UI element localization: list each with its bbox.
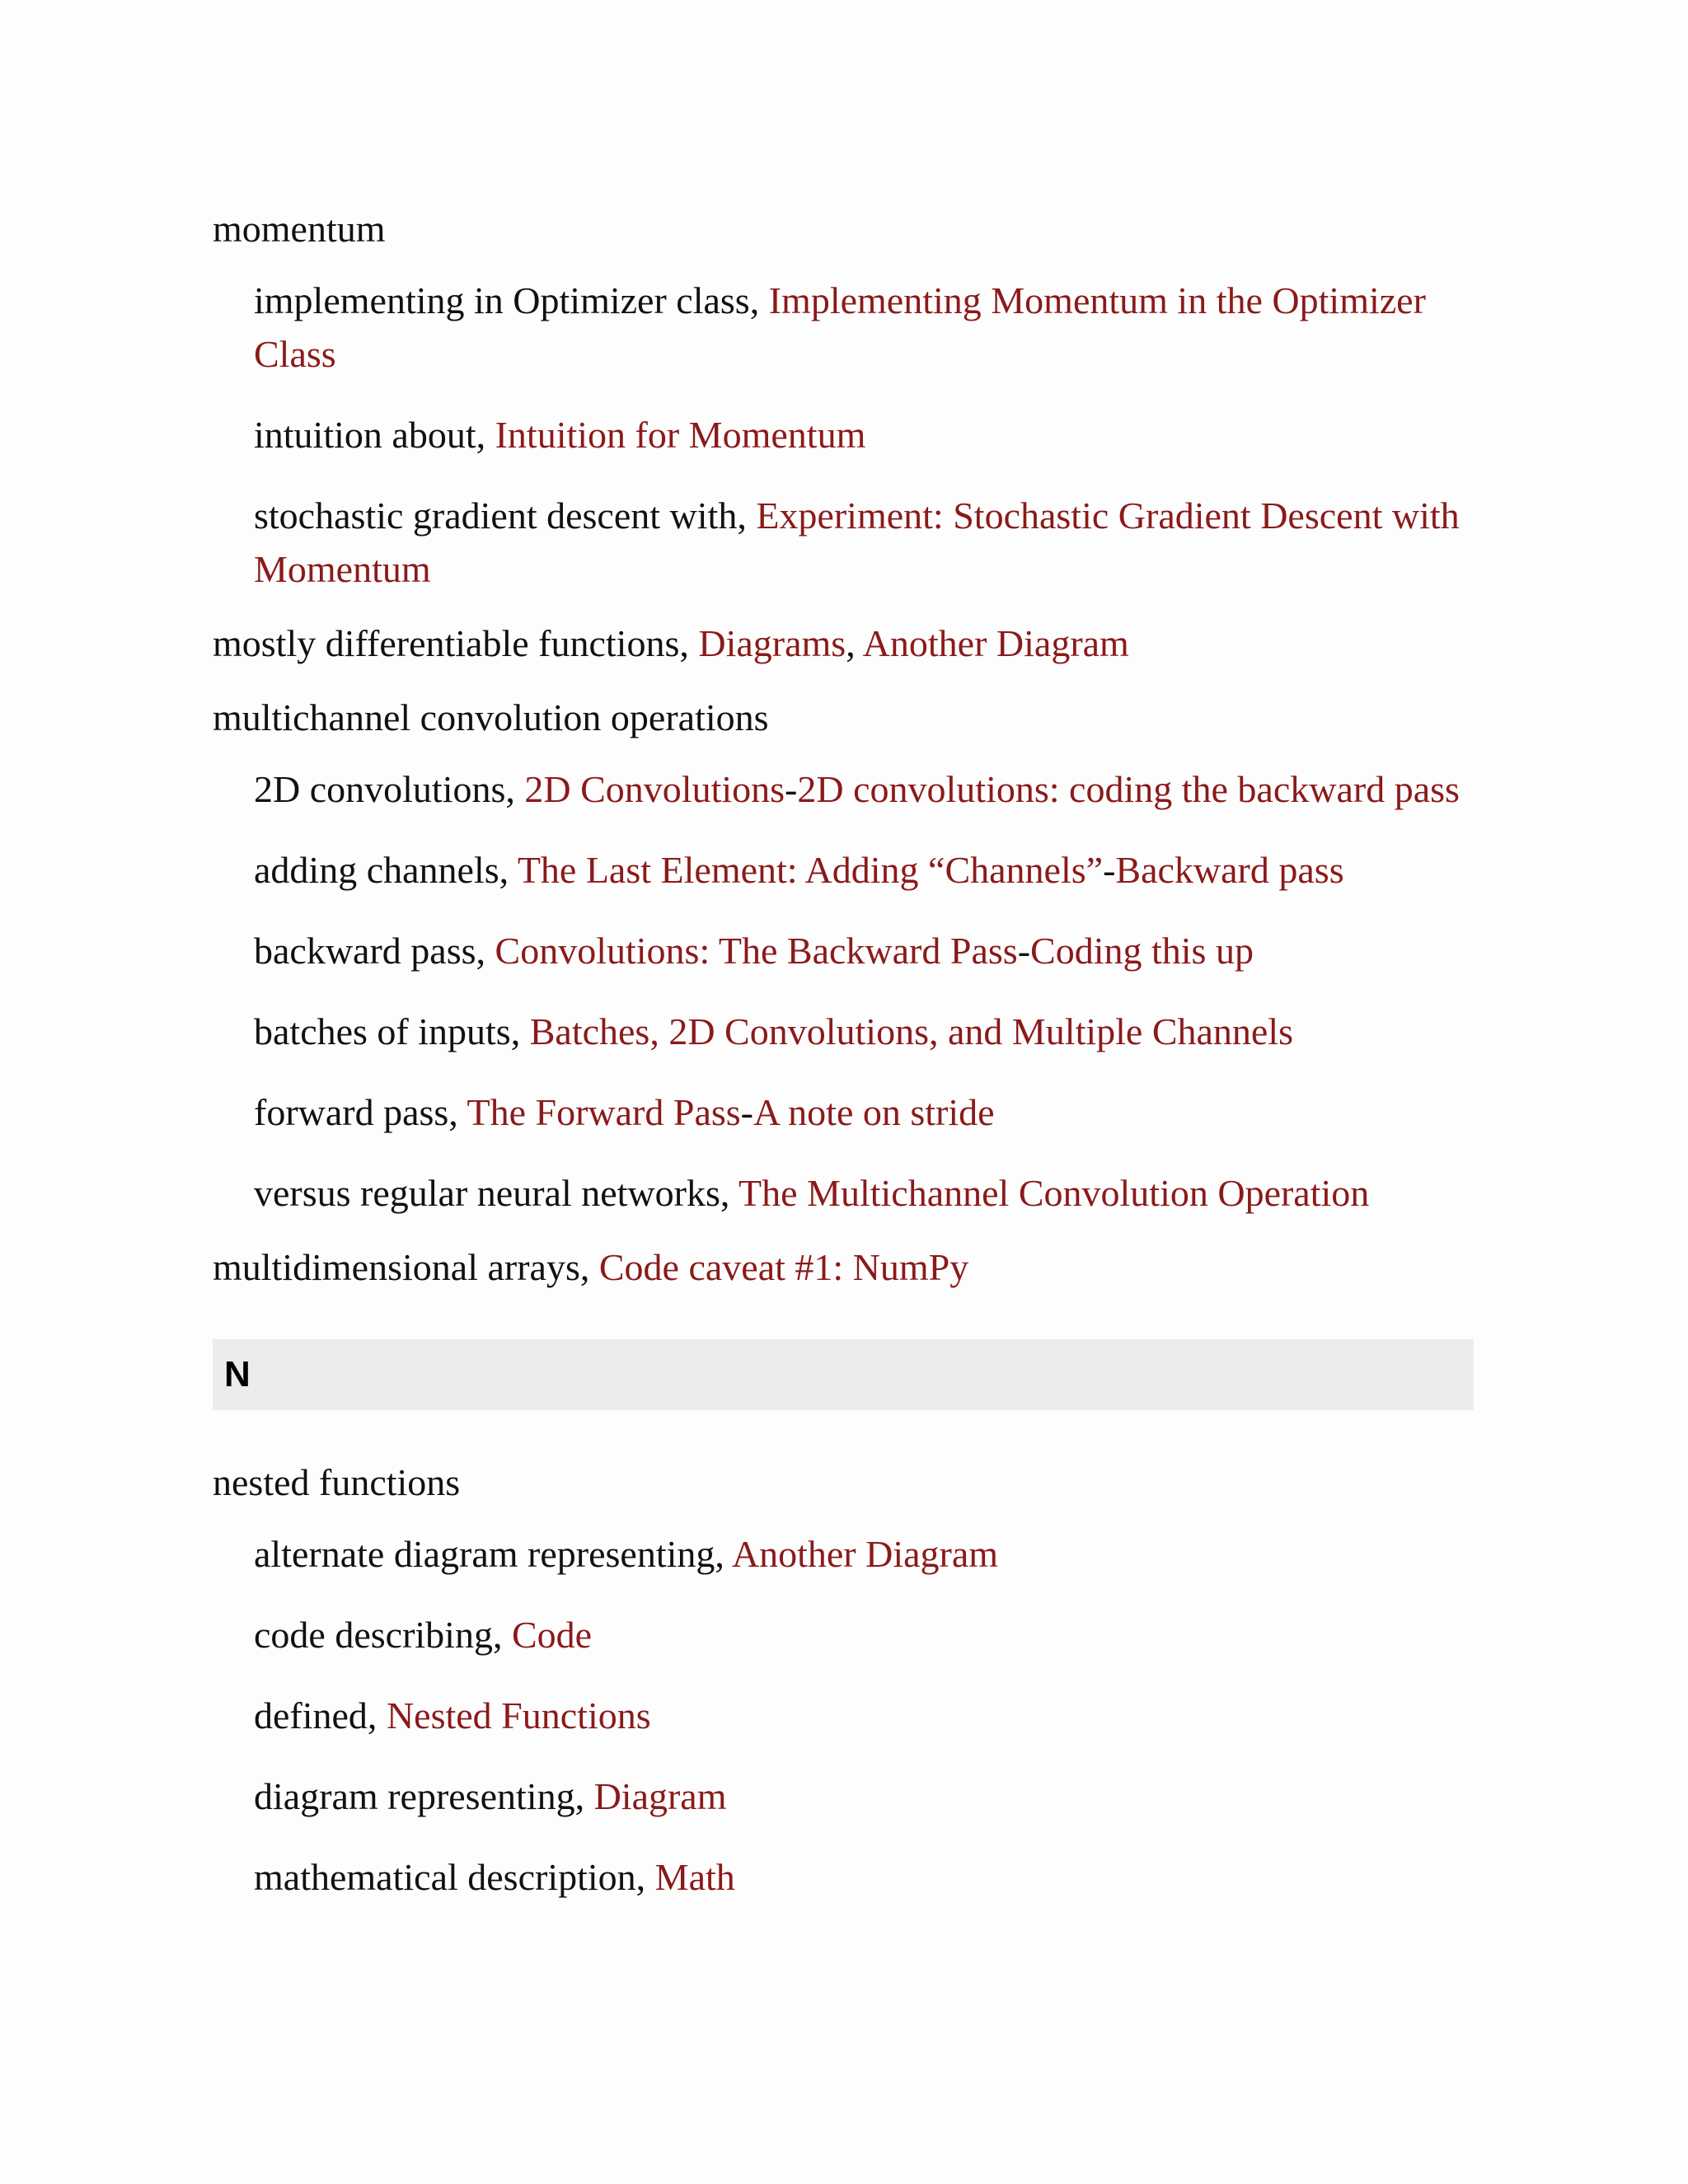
ref-separator: - <box>740 1091 753 1133</box>
index-subterm: adding channels, <box>254 849 518 891</box>
index-section-n <box>213 1455 1474 1904</box>
ref-separator: - <box>1017 930 1031 972</box>
index-subentry <box>213 1608 1474 1661</box>
index-link[interactable]: Coding this up <box>1030 930 1254 972</box>
index-subentry <box>213 408 1474 462</box>
index-link[interactable]: Diagram <box>593 1775 727 1817</box>
index-link[interactable]: A note on stride <box>753 1091 995 1133</box>
index-entry <box>213 1455 1474 1509</box>
index-subterm: backward pass, <box>254 930 495 972</box>
index-term: mostly differentiable functions, <box>213 622 699 664</box>
index-subentry <box>213 1850 1474 1904</box>
index-subterm: 2D convolutions, <box>254 768 525 810</box>
index-subentry <box>213 1085 1474 1139</box>
index-subterm: implementing in Optimizer class, <box>254 279 769 321</box>
index-subentry <box>213 1005 1474 1058</box>
index-subterm: versus regular neural networks, <box>254 1172 739 1214</box>
index-link[interactable]: Code caveat #1: NumPy <box>598 1246 969 1288</box>
index-subentry <box>213 843 1474 897</box>
index-link[interactable]: 2D Convolutions <box>524 768 785 810</box>
index-link[interactable]: Experiment: Stochastic Gradient Descent with Momentum <box>254 494 1460 590</box>
index-entry <box>213 202 1474 255</box>
index-link[interactable]: The Multichannel Convolution Operation <box>738 1172 1370 1214</box>
letter-header-label: N <box>224 1354 251 1394</box>
index-subterm: batches of inputs, <box>254 1010 530 1052</box>
index-subentry <box>213 1769 1474 1823</box>
index-entry <box>213 616 1474 670</box>
index-subterm: alternate diagram representing, <box>254 1533 732 1575</box>
index-subentry <box>213 924 1474 977</box>
index-entry <box>213 691 1474 744</box>
index-subentry <box>213 1527 1474 1581</box>
index-term: multichannel convolution operations <box>213 696 769 738</box>
ref-separator: , <box>846 622 863 664</box>
index-link[interactable]: Backward pass <box>1115 849 1344 891</box>
index-subentry <box>213 1689 1474 1742</box>
index-link[interactable]: Math <box>654 1856 735 1898</box>
index-link[interactable]: Implementing Momentum in the Optimizer Class <box>254 279 1426 375</box>
index-term: multidimensional arrays, <box>213 1246 599 1288</box>
index-link[interactable]: Nested Functions <box>386 1694 651 1736</box>
index-subentry <box>213 762 1474 816</box>
index-link[interactable]: 2D convolutions: coding the backward pass <box>797 768 1460 810</box>
index-subentry <box>213 1166 1474 1220</box>
letter-header-n <box>213 1339 1474 1410</box>
index-section-m <box>213 202 1474 1294</box>
index-subterm: code describing, <box>254 1614 512 1656</box>
index-subterm: forward pass, <box>254 1091 467 1133</box>
index-link[interactable]: Diagrams <box>698 622 846 664</box>
index-subentry <box>213 274 1474 381</box>
index-subterm: mathematical description, <box>254 1856 655 1898</box>
ref-separator: - <box>785 768 798 810</box>
index-subterm: stochastic gradient descent with, <box>254 494 757 537</box>
index-link[interactable]: The Last Element: Adding “Channels” <box>517 849 1104 891</box>
index-subterm: diagram representing, <box>254 1775 594 1817</box>
index-entry <box>213 1240 1474 1294</box>
index-link[interactable]: Code <box>511 1614 593 1656</box>
index-page <box>213 202 1474 1924</box>
index-link[interactable]: Batches, 2D Convolutions, and Multiple Channels <box>529 1010 1294 1052</box>
index-subterm: defined, <box>254 1694 387 1736</box>
index-link[interactable]: Convolutions: The Backward Pass <box>495 930 1018 972</box>
index-subterm: intuition about, <box>254 414 495 456</box>
index-link[interactable]: Another Diagram <box>862 622 1129 664</box>
index-link[interactable]: Another Diagram <box>731 1533 999 1575</box>
index-term: nested functions <box>213 1461 461 1503</box>
index-link[interactable]: The Forward Pass <box>467 1091 741 1133</box>
ref-separator: - <box>1103 849 1116 891</box>
index-subentry <box>213 489 1474 596</box>
index-term: momentum <box>213 208 386 250</box>
index-link[interactable]: Intuition for Momentum <box>495 414 866 456</box>
